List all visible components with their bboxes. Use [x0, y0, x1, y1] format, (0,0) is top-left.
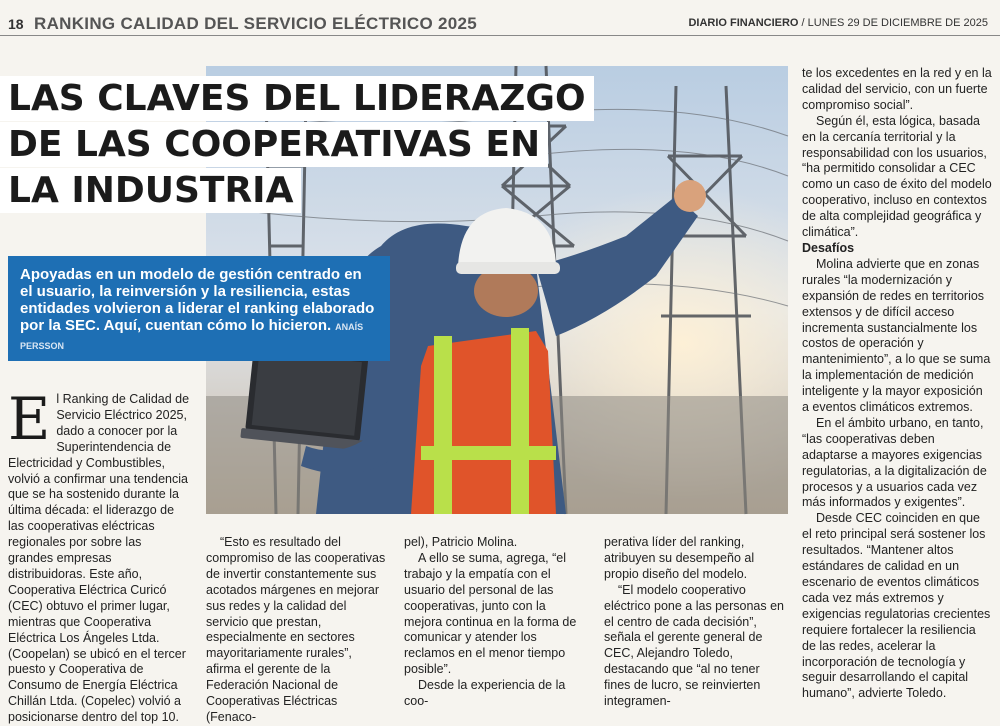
dateline: [688, 17, 988, 29]
headline-line: LA INDUSTRIA: [0, 168, 301, 213]
headline-line: DE LAS COOPERATIVAS EN: [0, 122, 548, 167]
lead-paragraph: Apoyadas en un modelo de gestión centrado en el usuario, la reinversión y la resiliencia, estas entidades volvieron a liderar el ranking elaborado por la SEC. Aquí, cuentan cómo lo hicieron.: [20, 266, 375, 334]
author-byline: ANAÍS PERSSON: [20, 322, 364, 351]
page-number: 18: [8, 16, 24, 32]
body-paragraph: A ello se suma, agrega, “el trabajo y la empatía con el usuario del personal de las cooperativas, junto con la mejora continua en la forma de comunicar y atender los reclamos en el menor tiempo posible”.: [404, 550, 577, 677]
body-paragraph: En el ámbito urbano, en tanto, “las cooperativas deben adaptarse a mayores exigencias regulatorias, a la digitalización de procesos y a usuarios cada vez más informados y exigentes”.: [802, 415, 987, 510]
page-header: [0, 0, 1000, 36]
body-paragraph: “Esto es resultado del compromiso de las cooperativas de invertir constantemente sus acotados márgenes en mejorar sus redes y la calidad del servicio que prestan, especialmente en sectores mayoritariamente rurales”, afirma el gerente de la Federación Nacional de Cooperativas Eléctricas (Fenaco-: [206, 535, 386, 724]
lead-box: [8, 256, 390, 361]
body-paragraph: pel), Patricio Molina.: [404, 535, 518, 549]
body-column-3: [404, 535, 584, 710]
lead-text: [20, 266, 378, 355]
publication-date: / LUNES 29 DE DICIEMBRE DE 2025: [801, 17, 988, 29]
body-paragraph: Molina advierte que en zonas rurales “la modernización y expansión de redes en territorios extensos y de difícil acceso incrementa sustancialmente los costos de operación y mantenimiento”, a lo que se suma la implementación de medición inteligente y la mayor exposición a eventos climáticos extremos.: [802, 256, 991, 415]
body-column-5: [802, 66, 992, 702]
headline-line: LAS CLAVES DEL LIDERAZGO: [0, 76, 594, 121]
body-column-2: [206, 535, 390, 726]
body-paragraph: Desde CEC coinciden en que el reto principal será sostener los resultados. “Mantener altos estándares de calidad en un escenario de eventos climáticos cada vez más extremos y exigencias regulatorias crecientes requiere fortalecer la resiliencia de las redes, acelerar la incorporación de tecnología y seguir desarrollando el capital humano”, advierte Toledo.: [802, 511, 991, 701]
body-paragraph: te los excedentes en la red y en la calidad del servicio, con un fuerte compromiso social”.: [802, 66, 992, 112]
article-headline: [0, 76, 586, 214]
publication-name: DIARIO FINANCIERO: [688, 17, 799, 29]
body-column-1: [8, 385, 190, 726]
body-column-4: [604, 535, 788, 710]
subheading: Desafíos: [802, 240, 855, 255]
drop-cap: E: [8, 385, 51, 453]
body-paragraph: perativa líder del ranking, atribuyen su desempeño al propio diseño del modelo.: [604, 535, 755, 581]
body-paragraph: Desde la experiencia de la coo-: [404, 678, 566, 709]
body-paragraph: l Ranking de Calidad de Servicio Eléctrico 2025, dado a conocer por la Superintendencia de Electricidad y Combustibles, volvió a confirmar una tendencia que se ha sostenido durante la última década: el liderazgo de las cooperativas eléctricas regionales por sobre las grandes empresas distribuidoras. Este año, Cooperativa Eléctrica Curicó (CEC) obtuvo el primer lugar, mientras que Cooperativa Eléctrica Los Ángeles Ltda. (Coopelan) se ubicó en el tercer puesto y Cooperativa de Consumo de Energía Eléctrica Chillán Ltda. (Copelec) volvió a posicionarse dentro del top 10.: [8, 392, 190, 725]
section-title: RANKING CALIDAD DEL SERVICIO ELÉCTRICO 2025: [34, 14, 478, 33]
body-paragraph: “El modelo cooperativo eléctrico pone a las personas en el centro de cada decisión”, señala el gerente general de CEC, Alejandro Toledo, destacando que “al no tener fines de lucro, se reinvierten integramen-: [604, 582, 784, 709]
body-paragraph: Según él, esta lógica, basada en la cercanía territorial y la responsabilidad con los usuarios, “ha permitido consolidar a CEC como un caso de éxito del modelo cooperativo, incluso en contextos de alta complejidad geográfica y climática”.: [802, 113, 992, 240]
